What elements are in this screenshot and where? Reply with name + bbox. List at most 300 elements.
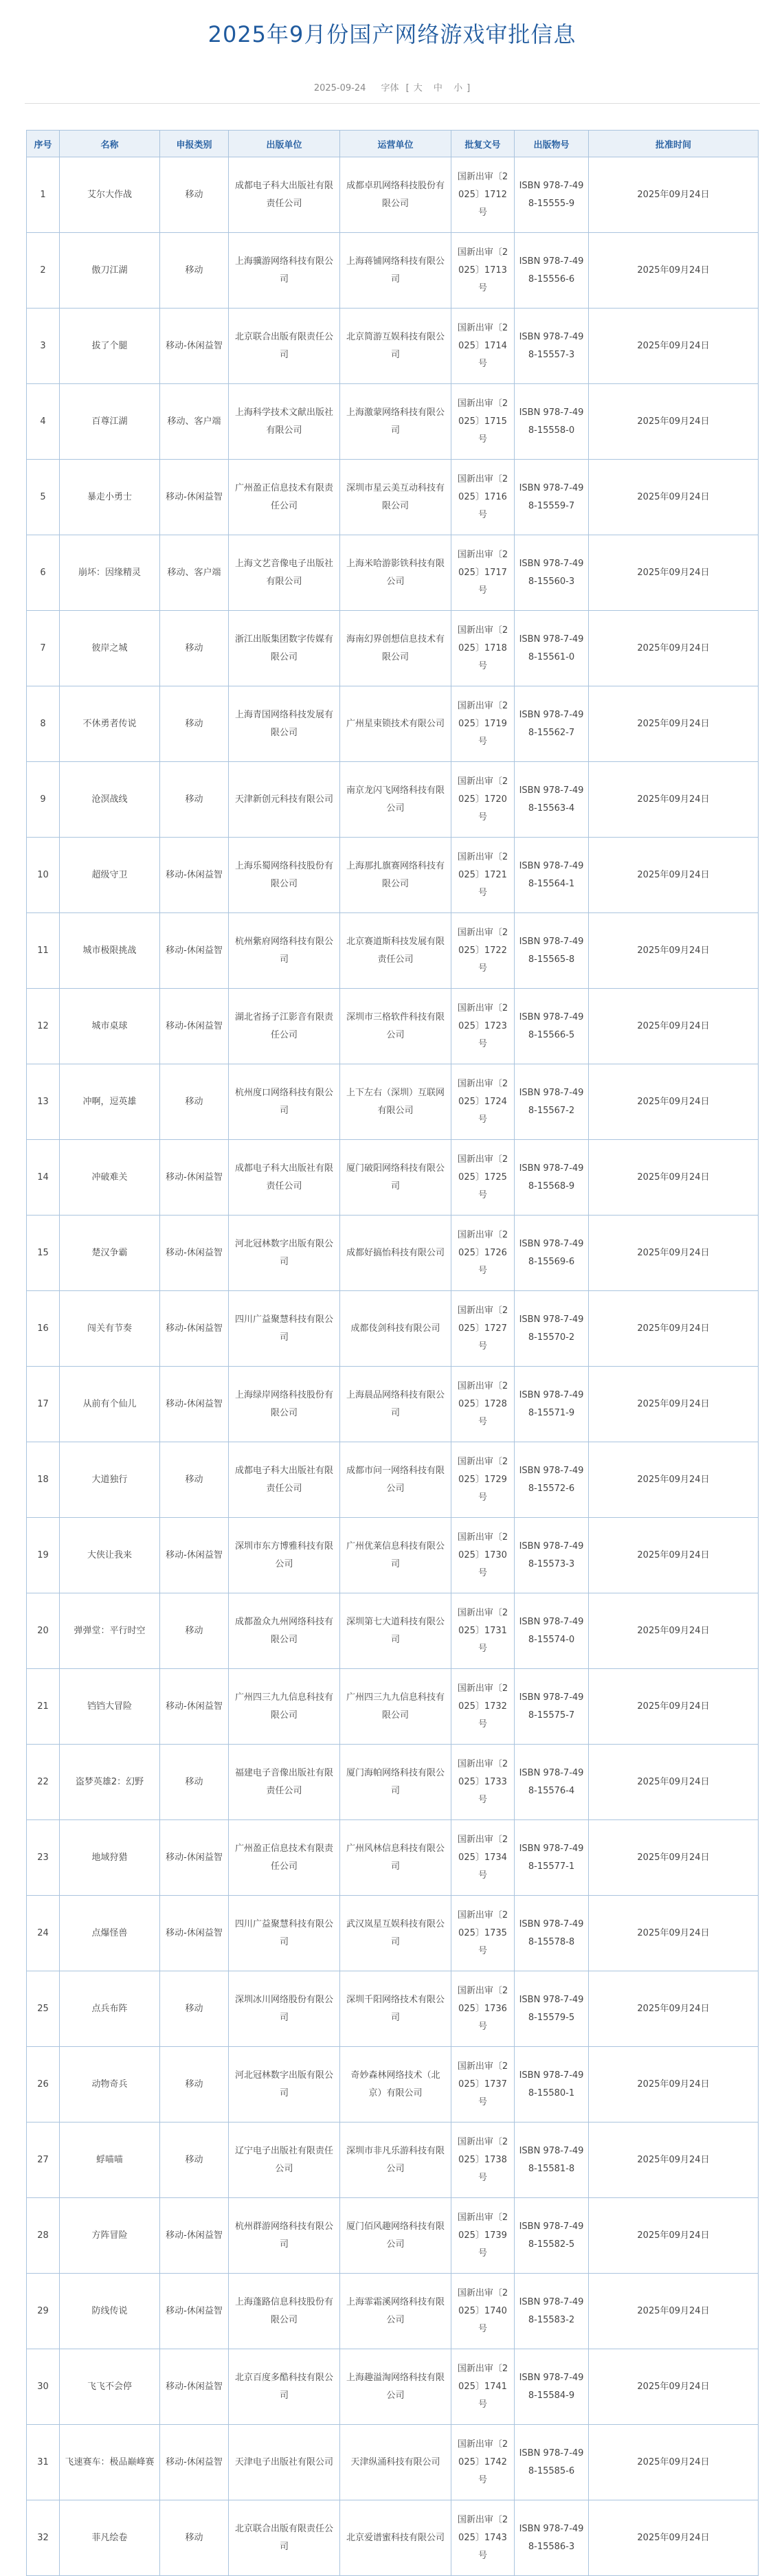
cell-operator: 广州优莱信息科技有限公司 xyxy=(340,1518,451,1593)
cell-operator: 成都市问一网络科技有限公司 xyxy=(340,1442,451,1518)
cell-approval-date: 2025年09月24日 xyxy=(589,762,759,838)
cell-approval-date: 2025年09月24日 xyxy=(589,2349,759,2425)
cell-isbn: ISBN 978-7-498-15567-2 xyxy=(515,1064,589,1140)
cell-isbn: ISBN 978-7-498-15562-7 xyxy=(515,686,589,762)
cell-isbn: ISBN 978-7-498-15563-4 xyxy=(515,762,589,838)
cell-index: 3 xyxy=(27,309,60,384)
cell-approval-no: 国新出审〔2025〕1731号 xyxy=(451,1593,515,1669)
cell-operator: 厦门佰风趣网络科技有限公司 xyxy=(340,2198,451,2274)
cell-game-name: 崩坏：因缘精灵 xyxy=(60,535,160,611)
cell-game-name: 冲破难关 xyxy=(60,1140,160,1216)
cell-publisher: 杭州群游网络科技有限公司 xyxy=(229,2198,340,2274)
cell-index: 24 xyxy=(27,1896,60,1971)
column-header-name: 名称 xyxy=(60,131,160,157)
cell-isbn: ISBN 978-7-498-15559-7 xyxy=(515,460,589,535)
table-row xyxy=(27,1971,759,2047)
cell-operator: 上海趣溢淘网络科技有限公司 xyxy=(340,2349,451,2425)
cell-publisher: 北京联合出版有限责任公司 xyxy=(229,2500,340,2576)
cell-isbn: ISBN 978-7-498-15572-6 xyxy=(515,1442,589,1518)
cell-isbn: ISBN 978-7-498-15586-3 xyxy=(515,2500,589,2576)
cell-category: 移动-休闲益智 xyxy=(160,1896,229,1971)
cell-approval-no: 国新出审〔2025〕1719号 xyxy=(451,686,515,762)
cell-operator: 奇妙森林网络技术（北京）有限公司 xyxy=(340,2047,451,2123)
cell-approval-no: 国新出审〔2025〕1714号 xyxy=(451,309,515,384)
cell-publisher: 四川广益聚慧科技有限公司 xyxy=(229,1896,340,1971)
cell-operator: 深圳市三格软件科技有限公司 xyxy=(340,989,451,1064)
cell-index: 1 xyxy=(27,157,60,233)
cell-operator: 武汉岚星互娱科技有限公司 xyxy=(340,1896,451,1971)
cell-game-name: 沧溟战线 xyxy=(60,762,160,838)
cell-isbn: ISBN 978-7-498-15582-5 xyxy=(515,2198,589,2274)
table-row xyxy=(27,1291,759,1367)
cell-approval-date: 2025年09月24日 xyxy=(589,2425,759,2500)
table-row xyxy=(27,989,759,1064)
table-row xyxy=(27,2198,759,2274)
cell-index: 20 xyxy=(27,1593,60,1669)
cell-approval-no: 国新出审〔2025〕1733号 xyxy=(451,1745,515,1820)
cell-approval-date: 2025年09月24日 xyxy=(589,2274,759,2349)
cell-operator: 广州风林信息科技有限公司 xyxy=(340,1820,451,1896)
cell-operator: 广州四三九九信息科技有限公司 xyxy=(340,1669,451,1745)
cell-approval-date: 2025年09月24日 xyxy=(589,384,759,460)
cell-publisher: 浙江出版集团数字传媒有限公司 xyxy=(229,611,340,686)
cell-isbn: ISBN 978-7-498-15570-2 xyxy=(515,1291,589,1367)
cell-isbn: ISBN 978-7-498-15578-8 xyxy=(515,1896,589,1971)
table-header-row xyxy=(27,131,759,157)
cell-category: 移动-休闲益智 xyxy=(160,460,229,535)
cell-publisher: 广州盈正信息技术有限责任公司 xyxy=(229,1820,340,1896)
cell-approval-no: 国新出审〔2025〕1717号 xyxy=(451,535,515,611)
table-row xyxy=(27,838,759,913)
table-row xyxy=(27,1896,759,1971)
cell-category: 移动-休闲益智 xyxy=(160,1669,229,1745)
cell-approval-no: 国新出审〔2025〕1726号 xyxy=(451,1216,515,1291)
cell-category: 移动-休闲益智 xyxy=(160,1216,229,1291)
cell-approval-no: 国新出审〔2025〕1715号 xyxy=(451,384,515,460)
cell-isbn: ISBN 978-7-498-15555-9 xyxy=(515,157,589,233)
cell-operator: 海南幻界创想信息技术有限公司 xyxy=(340,611,451,686)
cell-index: 23 xyxy=(27,1820,60,1896)
cell-game-name: 点兵布阵 xyxy=(60,1971,160,2047)
cell-index: 10 xyxy=(27,838,60,913)
cell-approval-no: 国新出审〔2025〕1722号 xyxy=(451,913,515,989)
cell-publisher: 成都盈众九州网络科技有限公司 xyxy=(229,1593,340,1669)
cell-isbn: ISBN 978-7-498-15584-9 xyxy=(515,2349,589,2425)
column-header-publisher: 出版单位 xyxy=(229,131,340,157)
cell-operator: 上海晨品网络科技有限公司 xyxy=(340,1367,451,1442)
cell-index: 7 xyxy=(27,611,60,686)
cell-index: 16 xyxy=(27,1291,60,1367)
cell-game-name: 铛铛大冒险 xyxy=(60,1669,160,1745)
cell-publisher: 广州四三九九信息科技有限公司 xyxy=(229,1669,340,1745)
column-header-approval-date: 批准时间 xyxy=(589,131,759,157)
cell-category: 移动、客户端 xyxy=(160,535,229,611)
table-row xyxy=(27,157,759,233)
cell-approval-date: 2025年09月24日 xyxy=(589,1669,759,1745)
cell-index: 4 xyxy=(27,384,60,460)
cell-game-name: 拔了个腿 xyxy=(60,309,160,384)
cell-game-name: 盗梦英雄2：幻野 xyxy=(60,1745,160,1820)
cell-approval-date: 2025年09月24日 xyxy=(589,1140,759,1216)
cell-category: 移动-休闲益智 xyxy=(160,2198,229,2274)
cell-game-name: 弹弹堂：平行时空 xyxy=(60,1593,160,1669)
column-header-category: 申报类别 xyxy=(160,131,229,157)
cell-index: 27 xyxy=(27,2123,60,2198)
cell-publisher: 上海文艺音像电子出版社有限公司 xyxy=(229,535,340,611)
cell-category: 移动-休闲益智 xyxy=(160,2274,229,2349)
column-header-isbn: 出版物号 xyxy=(515,131,589,157)
cell-game-name: 冲啊，逗英雄 xyxy=(60,1064,160,1140)
cell-approval-date: 2025年09月24日 xyxy=(589,1745,759,1820)
table-row xyxy=(27,611,759,686)
table-row xyxy=(27,1064,759,1140)
cell-publisher: 四川广益聚慧科技有限公司 xyxy=(229,1291,340,1367)
cell-approval-no: 国新出审〔2025〕1741号 xyxy=(451,2349,515,2425)
cell-operator: 天津纵涌科技有限公司 xyxy=(340,2425,451,2500)
article-meta xyxy=(0,81,784,96)
font-size-small-link[interactable]: 小 xyxy=(453,83,463,93)
cell-approval-date: 2025年09月24日 xyxy=(589,233,759,309)
cell-publisher: 上海乐蜀网络科技股份有限公司 xyxy=(229,838,340,913)
table-row xyxy=(27,1669,759,1745)
font-size-large-link[interactable]: 大 xyxy=(413,83,423,93)
cell-index: 25 xyxy=(27,1971,60,2047)
cell-isbn: ISBN 978-7-498-15568-9 xyxy=(515,1140,589,1216)
cell-approval-no: 国新出审〔2025〕1718号 xyxy=(451,611,515,686)
cell-operator: 成都伎剑科技有限公司 xyxy=(340,1291,451,1367)
font-label: 字体 xyxy=(381,83,399,93)
column-header-operator: 运营单位 xyxy=(340,131,451,157)
cell-game-name: 菲凡绘卷 xyxy=(60,2500,160,2576)
table-row xyxy=(27,384,759,460)
cell-index: 22 xyxy=(27,1745,60,1820)
cell-isbn: ISBN 978-7-498-15576-4 xyxy=(515,1745,589,1820)
font-size-medium-link[interactable]: 中 xyxy=(433,83,443,93)
cell-operator: 南京龙闪飞网络科技有限公司 xyxy=(340,762,451,838)
cell-category: 移动-休闲益智 xyxy=(160,838,229,913)
page-title: 2025年9月份国产网络游戏审批信息 xyxy=(208,21,576,47)
cell-approval-date: 2025年09月24日 xyxy=(589,1896,759,1971)
cell-operator: 厦门海帕网络科技有限公司 xyxy=(340,1745,451,1820)
cell-operator: 北京简游互娱科技有限公司 xyxy=(340,309,451,384)
cell-operator: 深圳千阳网络技术有限公司 xyxy=(340,1971,451,2047)
cell-index: 9 xyxy=(27,762,60,838)
cell-game-name: 闯关有节奏 xyxy=(60,1291,160,1367)
cell-approval-no: 国新出审〔2025〕1729号 xyxy=(451,1442,515,1518)
cell-game-name: 超级守卫 xyxy=(60,838,160,913)
cell-publisher: 湖北省扬子江影音有限责任公司 xyxy=(229,989,340,1064)
cell-isbn: ISBN 978-7-498-15565-8 xyxy=(515,913,589,989)
cell-publisher: 成都电子科大出版社有限责任公司 xyxy=(229,1140,340,1216)
cell-category: 移动 xyxy=(160,1745,229,1820)
cell-operator: 北京赛道斯科技发展有限责任公司 xyxy=(340,913,451,989)
cell-category: 移动 xyxy=(160,2123,229,2198)
cell-approval-date: 2025年09月24日 xyxy=(589,686,759,762)
cell-game-name: 防线传说 xyxy=(60,2274,160,2349)
cell-isbn: ISBN 978-7-498-15585-6 xyxy=(515,2425,589,2500)
table-row xyxy=(27,2500,759,2576)
cell-category: 移动 xyxy=(160,611,229,686)
cell-index: 14 xyxy=(27,1140,60,1216)
table-row xyxy=(27,2274,759,2349)
cell-game-name: 地域狩猎 xyxy=(60,1820,160,1896)
cell-operator: 上海米哈游影铁科技有限公司 xyxy=(340,535,451,611)
cell-approval-no: 国新出审〔2025〕1730号 xyxy=(451,1518,515,1593)
cell-publisher: 上海蓬路信息科技股份有限公司 xyxy=(229,2274,340,2349)
column-header-index: 序号 xyxy=(27,131,60,157)
table-row xyxy=(27,1442,759,1518)
cell-approval-no: 国新出审〔2025〕1712号 xyxy=(451,157,515,233)
cell-isbn: ISBN 978-7-498-15575-7 xyxy=(515,1669,589,1745)
table-row xyxy=(27,2349,759,2425)
cell-game-name: 点爆怪兽 xyxy=(60,1896,160,1971)
cell-index: 32 xyxy=(27,2500,60,2576)
cell-publisher: 成都电子科大出版社有限责任公司 xyxy=(229,157,340,233)
cell-publisher: 杭州度口网络科技有限公司 xyxy=(229,1064,340,1140)
cell-isbn: ISBN 978-7-498-15577-1 xyxy=(515,1820,589,1896)
cell-game-name: 大道独行 xyxy=(60,1442,160,1518)
table-row xyxy=(27,233,759,309)
cell-game-name: 从前有个仙儿 xyxy=(60,1367,160,1442)
cell-operator: 北京爱谱蜜科技有限公司 xyxy=(340,2500,451,2576)
cell-approval-no: 国新出审〔2025〕1721号 xyxy=(451,838,515,913)
cell-operator: 上海激蒙网络科技有限公司 xyxy=(340,384,451,460)
table-row xyxy=(27,686,759,762)
cell-approval-no: 国新出审〔2025〕1737号 xyxy=(451,2047,515,2123)
cell-publisher: 成都电子科大出版社有限责任公司 xyxy=(229,1442,340,1518)
cell-publisher: 广州盈正信息技术有限责任公司 xyxy=(229,460,340,535)
cell-approval-date: 2025年09月24日 xyxy=(589,1291,759,1367)
divider xyxy=(25,103,760,104)
cell-operator: 上下左右（深圳）互联网有限公司 xyxy=(340,1064,451,1140)
cell-isbn: ISBN 978-7-498-15558-0 xyxy=(515,384,589,460)
cell-approval-date: 2025年09月24日 xyxy=(589,1367,759,1442)
cell-approval-no: 国新出审〔2025〕1727号 xyxy=(451,1291,515,1367)
cell-index: 12 xyxy=(27,989,60,1064)
cell-operator: 成都卓玑网络科技股份有限公司 xyxy=(340,157,451,233)
cell-isbn: ISBN 978-7-498-15573-3 xyxy=(515,1518,589,1593)
cell-category: 移动 xyxy=(160,762,229,838)
cell-game-name: 城市极限挑战 xyxy=(60,913,160,989)
cell-operator: 成都好搞怡科技有限公司 xyxy=(340,1216,451,1291)
cell-isbn: ISBN 978-7-498-15557-3 xyxy=(515,309,589,384)
cell-index: 28 xyxy=(27,2198,60,2274)
cell-category: 移动-休闲益智 xyxy=(160,1367,229,1442)
cell-index: 19 xyxy=(27,1518,60,1593)
cell-approval-date: 2025年09月24日 xyxy=(589,1216,759,1291)
cell-publisher: 上海青国网络科技发展有限公司 xyxy=(229,686,340,762)
cell-category: 移动-休闲益智 xyxy=(160,1291,229,1367)
cell-game-name: 楚汉争霸 xyxy=(60,1216,160,1291)
cell-approval-date: 2025年09月24日 xyxy=(589,989,759,1064)
table-row xyxy=(27,309,759,384)
table-body xyxy=(27,157,759,2576)
cell-approval-date: 2025年09月24日 xyxy=(589,1820,759,1896)
publish-date: 2025-09-24 xyxy=(313,83,366,93)
cell-approval-date: 2025年09月24日 xyxy=(589,1593,759,1669)
cell-operator: 深圳市非凡乐游科技有限公司 xyxy=(340,2123,451,2198)
cell-index: 2 xyxy=(27,233,60,309)
cell-index: 31 xyxy=(27,2425,60,2500)
cell-index: 5 xyxy=(27,460,60,535)
cell-category: 移动-休闲益智 xyxy=(160,989,229,1064)
table-row xyxy=(27,2123,759,2198)
cell-publisher: 河北冠林数字出版有限公司 xyxy=(229,2047,340,2123)
table-row xyxy=(27,1518,759,1593)
cell-index: 30 xyxy=(27,2349,60,2425)
cell-approval-no: 国新出审〔2025〕1725号 xyxy=(451,1140,515,1216)
cell-operator: 厦门破阳网络科技有限公司 xyxy=(340,1140,451,1216)
cell-isbn: ISBN 978-7-498-15560-3 xyxy=(515,535,589,611)
cell-category: 移动 xyxy=(160,2047,229,2123)
cell-publisher: 上海骥游网络科技有限公司 xyxy=(229,233,340,309)
cell-approval-no: 国新出审〔2025〕1716号 xyxy=(451,460,515,535)
cell-approval-date: 2025年09月24日 xyxy=(589,611,759,686)
cell-category: 移动-休闲益智 xyxy=(160,309,229,384)
cell-approval-date: 2025年09月24日 xyxy=(589,1064,759,1140)
cell-approval-no: 国新出审〔2025〕1743号 xyxy=(451,2500,515,2576)
cell-isbn: ISBN 978-7-498-15581-8 xyxy=(515,2123,589,2198)
cell-isbn: ISBN 978-7-498-15556-6 xyxy=(515,233,589,309)
cell-publisher: 天津新创元科技有限公司 xyxy=(229,762,340,838)
cell-index: 13 xyxy=(27,1064,60,1140)
cell-isbn: ISBN 978-7-498-15569-6 xyxy=(515,1216,589,1291)
table-row xyxy=(27,1367,759,1442)
cell-approval-date: 2025年09月24日 xyxy=(589,2123,759,2198)
cell-game-name: 百尊江湖 xyxy=(60,384,160,460)
cell-category: 移动 xyxy=(160,2500,229,2576)
cell-category: 移动 xyxy=(160,1971,229,2047)
cell-publisher: 杭州紫府网络科技有限公司 xyxy=(229,913,340,989)
cell-game-name: 不休勇者传说 xyxy=(60,686,160,762)
cell-approval-date: 2025年09月24日 xyxy=(589,309,759,384)
cell-isbn: ISBN 978-7-498-15574-0 xyxy=(515,1593,589,1669)
table-row xyxy=(27,913,759,989)
cell-publisher: 北京联合出版有限责任公司 xyxy=(229,309,340,384)
cell-index: 21 xyxy=(27,1669,60,1745)
cell-approval-date: 2025年09月24日 xyxy=(589,535,759,611)
cell-approval-no: 国新出审〔2025〕1728号 xyxy=(451,1367,515,1442)
cell-game-name: 大侠让我来 xyxy=(60,1518,160,1593)
cell-category: 移动 xyxy=(160,1442,229,1518)
cell-approval-no: 国新出审〔2025〕1734号 xyxy=(451,1820,515,1896)
cell-operator: 广州星束锁技术有限公司 xyxy=(340,686,451,762)
cell-approval-date: 2025年09月24日 xyxy=(589,1442,759,1518)
cell-approval-no: 国新出审〔2025〕1732号 xyxy=(451,1669,515,1745)
cell-publisher: 河北冠林数字出版有限公司 xyxy=(229,1216,340,1291)
cell-isbn: ISBN 978-7-498-15566-5 xyxy=(515,989,589,1064)
cell-category: 移动-休闲益智 xyxy=(160,2349,229,2425)
table-row xyxy=(27,1593,759,1669)
cell-approval-no: 国新出审〔2025〕1723号 xyxy=(451,989,515,1064)
table-row xyxy=(27,1140,759,1216)
cell-game-name: 城市桌球 xyxy=(60,989,160,1064)
cell-approval-no: 国新出审〔2025〕1735号 xyxy=(451,1896,515,1971)
cell-publisher: 上海科学技术文献出版社有限公司 xyxy=(229,384,340,460)
cell-isbn: ISBN 978-7-498-15571-9 xyxy=(515,1367,589,1442)
approval-table xyxy=(26,130,759,2576)
cell-game-name: 暴走小勇士 xyxy=(60,460,160,535)
cell-operator: 上海那扎旗赛网络科技有限公司 xyxy=(340,838,451,913)
cell-approval-no: 国新出审〔2025〕1724号 xyxy=(451,1064,515,1140)
cell-approval-no: 国新出审〔2025〕1742号 xyxy=(451,2425,515,2500)
table-row xyxy=(27,1216,759,1291)
cell-approval-date: 2025年09月24日 xyxy=(589,2047,759,2123)
cell-category: 移动-休闲益智 xyxy=(160,913,229,989)
table-row xyxy=(27,762,759,838)
cell-category: 移动-休闲益智 xyxy=(160,2425,229,2500)
table-row xyxy=(27,2047,759,2123)
cell-approval-date: 2025年09月24日 xyxy=(589,838,759,913)
cell-approval-no: 国新出审〔2025〕1720号 xyxy=(451,762,515,838)
cell-publisher: 辽宁电子出版社有限责任公司 xyxy=(229,2123,340,2198)
cell-isbn: ISBN 978-7-498-15580-1 xyxy=(515,2047,589,2123)
cell-approval-no: 国新出审〔2025〕1739号 xyxy=(451,2198,515,2274)
cell-game-name: 方阵冒险 xyxy=(60,2198,160,2274)
cell-index: 15 xyxy=(27,1216,60,1291)
cell-operator: 深圳第七大道科技有限公司 xyxy=(340,1593,451,1669)
cell-category: 移动-休闲益智 xyxy=(160,1820,229,1896)
cell-category: 移动-休闲益智 xyxy=(160,1518,229,1593)
cell-category: 移动 xyxy=(160,233,229,309)
cell-publisher: 北京百度多酷科技有限公司 xyxy=(229,2349,340,2425)
cell-game-name: 艾尔大作战 xyxy=(60,157,160,233)
cell-index: 18 xyxy=(27,1442,60,1518)
cell-approval-date: 2025年09月24日 xyxy=(589,460,759,535)
cell-approval-no: 国新出审〔2025〕1738号 xyxy=(451,2123,515,2198)
cell-index: 6 xyxy=(27,535,60,611)
cell-approval-no: 国新出审〔2025〕1736号 xyxy=(451,1971,515,2047)
cell-category: 移动-休闲益智 xyxy=(160,1140,229,1216)
cell-index: 29 xyxy=(27,2274,60,2349)
cell-publisher: 福建电子音像出版社有限责任公司 xyxy=(229,1745,340,1820)
cell-category: 移动 xyxy=(160,1593,229,1669)
cell-publisher: 上海绿岸网络科技股份有限公司 xyxy=(229,1367,340,1442)
cell-approval-date: 2025年09月24日 xyxy=(589,1971,759,2047)
cell-category: 移动、客户端 xyxy=(160,384,229,460)
cell-isbn: ISBN 978-7-498-15579-5 xyxy=(515,1971,589,2047)
cell-approval-date: 2025年09月24日 xyxy=(589,2500,759,2576)
cell-game-name: 彼岸之城 xyxy=(60,611,160,686)
cell-operator: 上海霏霜溪网络科技有限公司 xyxy=(340,2274,451,2349)
cell-game-name: 飞飞不会停 xyxy=(60,2349,160,2425)
table-row xyxy=(27,2425,759,2500)
table-row xyxy=(27,535,759,611)
cell-publisher: 深圳冰川网络股份有限公司 xyxy=(229,1971,340,2047)
cell-approval-no: 国新出审〔2025〕1740号 xyxy=(451,2274,515,2349)
table-row xyxy=(27,1745,759,1820)
cell-category: 移动 xyxy=(160,157,229,233)
cell-operator: 上海蒋铺网络科技有限公司 xyxy=(340,233,451,309)
cell-isbn: ISBN 978-7-498-15583-2 xyxy=(515,2274,589,2349)
font-size-switcher: 字体 [ 大 中 小 ] xyxy=(381,83,471,93)
cell-isbn: ISBN 978-7-498-15561-0 xyxy=(515,611,589,686)
cell-game-name: 傲刀江湖 xyxy=(60,233,160,309)
table-row xyxy=(27,1820,759,1896)
cell-approval-no: 国新出审〔2025〕1713号 xyxy=(451,233,515,309)
cell-game-name: 蜉喵喵 xyxy=(60,2123,160,2198)
cell-game-name: 动物奇兵 xyxy=(60,2047,160,2123)
cell-publisher: 深圳市东方博雅科技有限公司 xyxy=(229,1518,340,1593)
cell-category: 移动 xyxy=(160,1064,229,1140)
cell-index: 11 xyxy=(27,913,60,989)
cell-approval-date: 2025年09月24日 xyxy=(589,913,759,989)
cell-category: 移动 xyxy=(160,686,229,762)
cell-game-name: 飞速赛车：极品巅峰赛 xyxy=(60,2425,160,2500)
cell-approval-date: 2025年09月24日 xyxy=(589,1518,759,1593)
cell-isbn: ISBN 978-7-498-15564-1 xyxy=(515,838,589,913)
cell-approval-date: 2025年09月24日 xyxy=(589,2198,759,2274)
